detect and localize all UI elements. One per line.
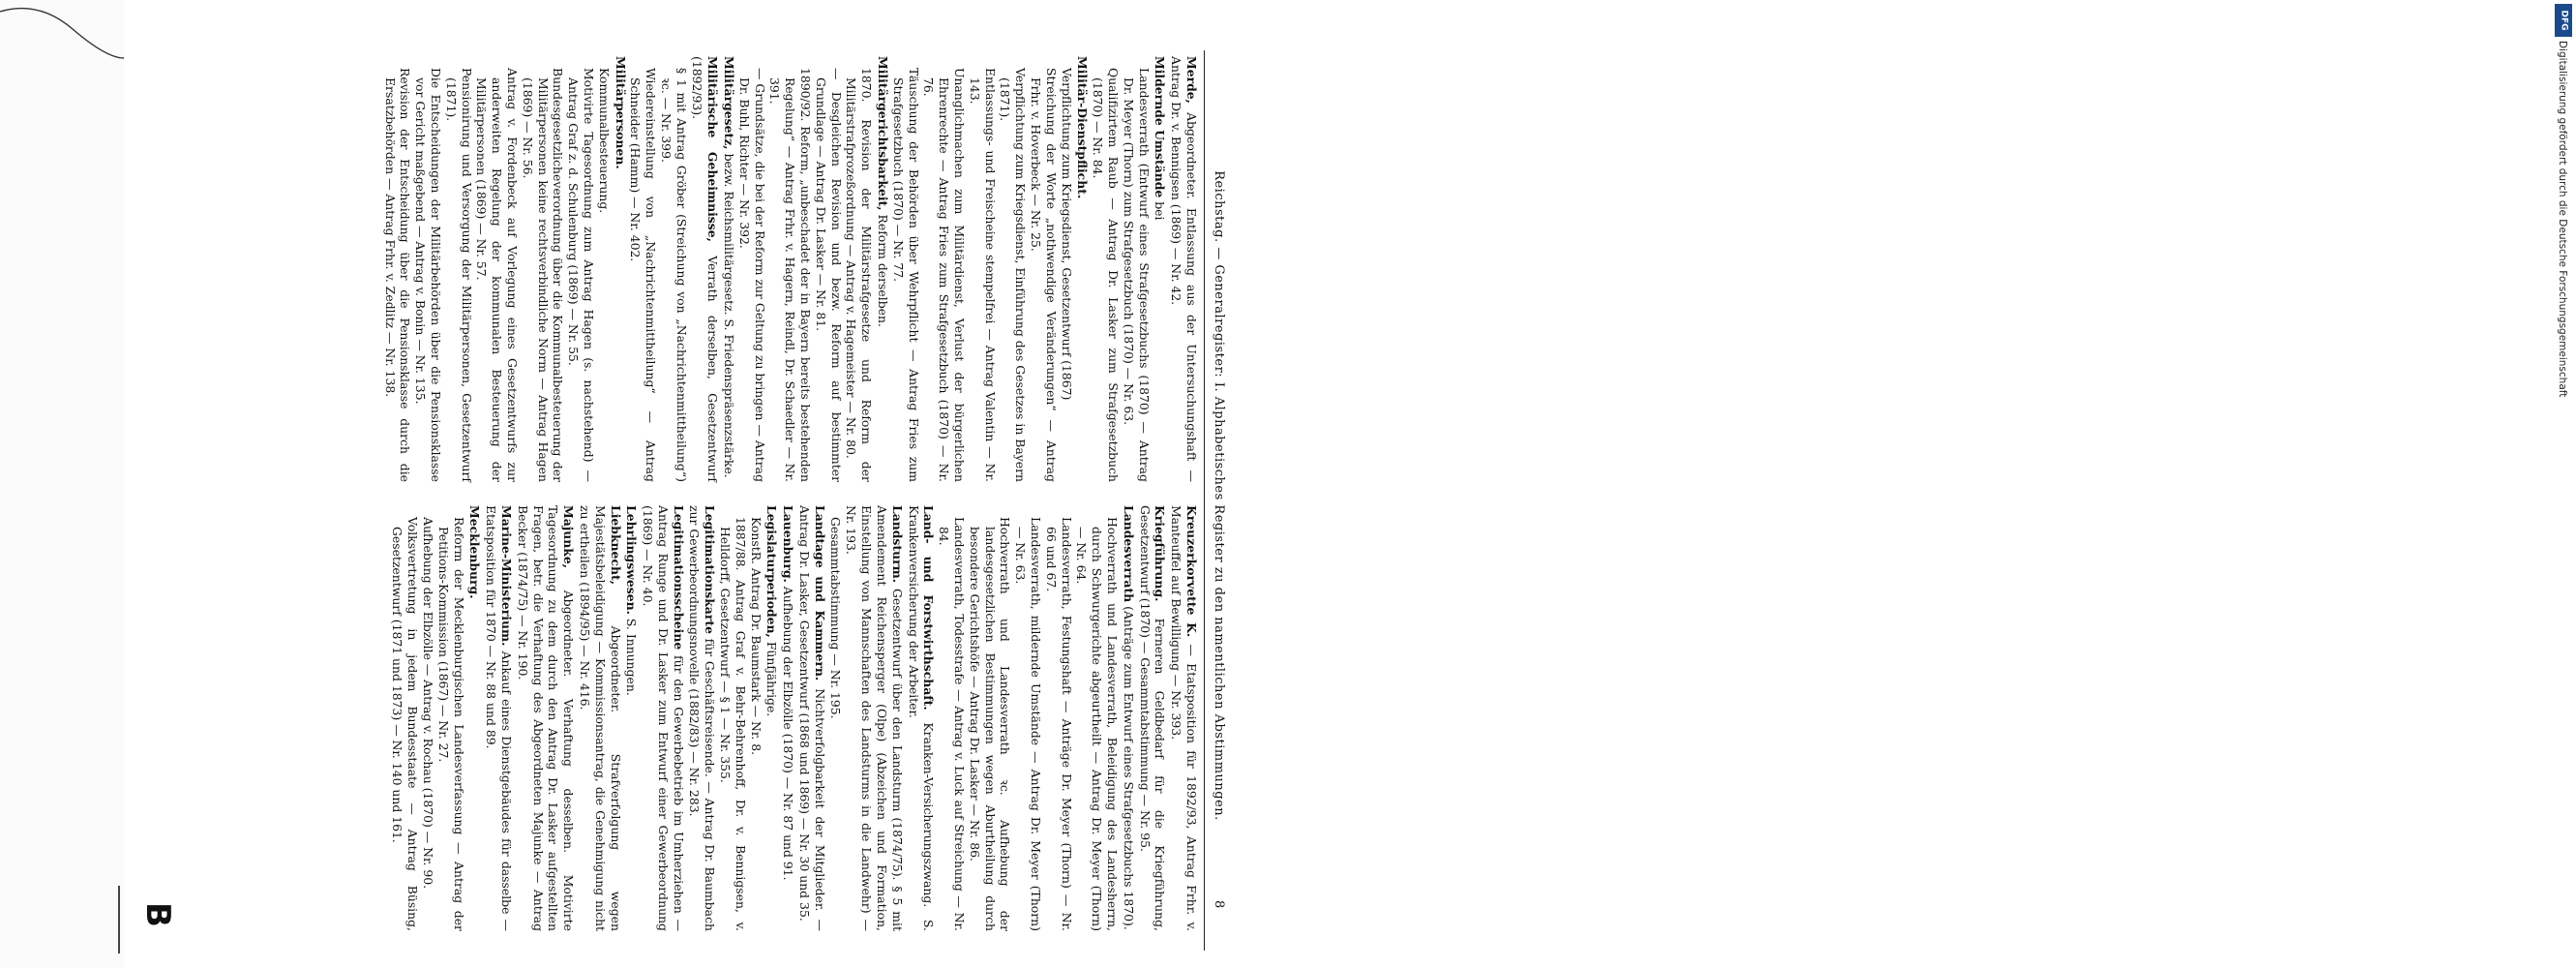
register-subentry [382, 56, 413, 482]
left-column [173, 505, 1199, 931]
register-subentry [936, 505, 967, 931]
rotated-page [140, 50, 1234, 951]
register-subentry [596, 56, 612, 482]
register-entry [764, 505, 780, 931]
subentry-text: Volksvertretung in jedem Bundesstaate — Antrag Büsing, Gesetzentwurf (1871 und 1873) — Nr. 140 und 161. [390, 517, 421, 931]
register-entry [483, 505, 514, 931]
entry-text: Ferneren Geldbedarf für die Kriegführung, Gesetzentwurf (1870) — Gesammtabstimmung — Nr. 95. [1137, 505, 1168, 931]
subentry-text: 1887/88. Antrag Graf v. Behr-Behrenhoff, Dr. v. Bennigsen, v. Helldorff, Gesetzentwurf — § 1 — Nr. 355. [718, 517, 748, 931]
register-subentry [474, 56, 520, 482]
subentry-text: Revision der Entscheidung über die Pensionsklasse durch die Ersatzbehörden — Antrag Frhr. v. Zedlitz — Nr. 138. [382, 68, 413, 482]
page-curl-line [0, 0, 126, 77]
entry-heading: Mildernde Umstände [1153, 56, 1168, 198]
entry-heading: Legitimationsscheine [671, 505, 686, 650]
entry-text: bezw. Reichsmilitärgesetz. S. Friedenspräsenzstärke. [722, 153, 737, 478]
register-subentry [827, 505, 843, 931]
register-subentry [844, 56, 875, 482]
subentry-text: Die Entscheidungen der Militärbehörden über die Pensionsklasse vor Gericht maßgebend — Antrag v. Bonin — Nr. 135. [413, 68, 443, 482]
entry-heading: Kriegführung. [1153, 505, 1168, 602]
subentry-text: Aufhebung der Elbzölle — Antrag v. Rochau (1870) — Nr. 90. [420, 517, 435, 890]
register-entry [1168, 505, 1199, 931]
register-entry [467, 505, 483, 931]
register-entry [721, 56, 736, 482]
register-entry [687, 505, 718, 931]
entry-heading: Kreuzerkorvette K. [1184, 505, 1199, 638]
section-letter: B [138, 902, 177, 927]
page-number: 8 [1212, 900, 1227, 909]
entry-text: Ankauf eines Dienstgebäudes für dasselbe — Etatsposition für 1870 — Nr. 88 und 89. [484, 505, 514, 931]
register-subentry [412, 56, 443, 482]
entry-heading: Marine-Ministerium. [498, 505, 514, 647]
subentry-text: — Grundsätze, die bei der Reform zur Geltung zu bringen — Antrag Dr. Buhl, Richter — Nr. 392. [736, 68, 767, 482]
register-entry [1168, 56, 1199, 482]
register-entry [577, 505, 622, 931]
entry-text: Nichtverfolgbarkeit der Mitglieder. — Antrag Dr. Lasker, Gesetzentwurf (1868 und 1869) — Nr. 30 und 35. [797, 505, 827, 931]
entry-text: S. Innungen. [624, 618, 640, 696]
register-subentry [967, 56, 998, 482]
register-entry [1153, 56, 1168, 482]
entry-text: Abgeordneter. Entlassung aus der Untersuchungshaft — Antrag Dr. v. Bennigsen (1869) — Nr. 42. [1169, 56, 1199, 482]
subentry-text: Entlassungs- und Freischeine stempelfrei — Antrag Valentin — Nr. 143. [967, 68, 998, 482]
entry-heading: Militärpersonen. [613, 56, 628, 169]
subentry-text: Bundesgesetzlicheverordnung über die Kommunalbesteuerung der Militärpersonen keine rechtsverbindliche Norm — Antrag Hagen (1869) — Nr. 56. [520, 68, 566, 482]
entry-heading: Lehrlingswesen. [624, 505, 640, 615]
register-subentry [420, 505, 435, 931]
entry-heading: Landsturm. [889, 505, 905, 584]
entry-heading: Land- und Forstwirthschaft. [921, 505, 937, 711]
subentry-text: Täuschung der Behörden über Wehrpflicht — Antrag Fries zum Strafgesetzbuch (1870) — Nr. 77. [890, 68, 921, 482]
entry-heading: Majunke, [561, 505, 577, 569]
register-entry [515, 505, 576, 931]
register-entry [640, 505, 685, 931]
register-subentry [1028, 56, 1059, 482]
running-head: Reichstag. — Generalregister: I. Alphabetisches Register zu den namentlichen Abstimmungen. [1212, 170, 1227, 821]
register-entry [1121, 505, 1136, 931]
entry-heading: Militärgesetz, [722, 56, 737, 150]
entry-heading: Lauenburg. [781, 505, 796, 583]
register-entry [613, 56, 628, 482]
register-subentry [767, 56, 813, 482]
subentry-text: 1890/92. Reform, „unbeschadet der in Bayern bereits bestehenden Regelung“ — Antrag Frhr. v. Hagern, Reindl, Dr. Schaedler — Nr. 391. [767, 68, 814, 482]
entry-heading: Legislaturperioden, [764, 505, 780, 638]
subentry-text: KonstR. Antrag Dr. Baumstark — Nr. 8. [748, 517, 764, 756]
register-subentry [890, 56, 921, 482]
register-subentry [565, 56, 596, 482]
scan-edge-line [118, 886, 120, 953]
register-subentry [1074, 505, 1120, 931]
entry-heading: Landesverrath [1121, 505, 1136, 603]
entry-text: Fünfjährige. [764, 641, 780, 717]
scan-left-margin [0, 0, 124, 968]
entry-text: — Etatsposition für 1892/93, Antrag Frhr. v. Manteuffel auf Bewilligung — Nr. 393. [1169, 505, 1199, 931]
entry-heading: Legitimationskarte [703, 505, 718, 634]
subentry-text: Qualifizirtem Raub — Antrag Dr. Lasker zum Strafgesetzbuch (1870) — Nr. 84. [1091, 68, 1122, 482]
register-subentry [520, 56, 565, 482]
subentry-text: Antrag v. Fordenbeck auf Vorlegung eines Gesetzentwurfs zur anderweiten Regelung der kommunalen Besteuerung der Militärpersonen (1869) — Nr. 57. [474, 68, 520, 482]
register-subentry [813, 56, 844, 482]
entry-heading: Militärische Geheimnisse, [705, 56, 721, 242]
dfg-watermark-strip [1275, 0, 2569, 968]
entry-heading: Merde, [1184, 56, 1199, 104]
subentry-text: Landesverrath (Entwurf eines Strafgesetzbuchs (1870) — Antrag Dr. Meyer (Thorn) zum Strafgesetzbuch (1870) — Nr. 63. [1121, 68, 1152, 482]
register-subentry [443, 56, 474, 482]
entry-text: Verrath derselben, Gesetzentwurf (1892/93). [690, 56, 721, 482]
register-subentry [921, 56, 967, 482]
register-subentry [1059, 56, 1074, 482]
register-entry [780, 505, 795, 931]
register-subentry [967, 505, 1012, 931]
register-subentry [390, 505, 421, 931]
register-entry [906, 505, 937, 931]
register-subentry [435, 505, 466, 931]
register-entry [1137, 505, 1168, 931]
register-subentry [1090, 56, 1121, 482]
subentry-text: Kommunalbesteuerung. [596, 68, 612, 214]
subentry-text: Verpflichtung zum Kriegsdienst, Einführung des Gesetzes in Bayern (1871). [998, 68, 1029, 482]
subentry-text: Wiedereinstellung von „Nachrichtenmittheilung“ — Antrag Schneider (Hamm) — Nr. 402. [628, 68, 659, 482]
entry-text: bei [1153, 201, 1168, 221]
register-subentry [748, 505, 764, 931]
subentry-text: Hochverrath und Landesverrath, Beleidigung des Landesherrn, durch Schwurgerichte abgeurtheilt — Antrag Dr. Meyer (Thorn) — Nr. 64. [1074, 517, 1121, 931]
register-subentry [1043, 505, 1074, 931]
subentry-text: Reform der Mecklenburgischen Landesverfassung — Antrag der Petitions-Kommission (1867) — Nr. 27. [435, 517, 466, 931]
subentry-text: § 1 mit Antrag Gröber (Streichung von „Nachrichtenmittheilung“) ꝛc. — Nr. 399. [658, 68, 689, 482]
register-entry [690, 56, 721, 482]
subentry-text: Streichung der Worte „nothwendige Veränderungen“ — Antrag Frhr. v. Hoverbeck — Nr. 25. [1029, 68, 1059, 482]
entry-heading: Mecklenburg. [467, 505, 483, 599]
subentry-text: Hochverrath und Landesverrath ꝛc. Aufhebung der landesgesetzlichen Bestimmungen wegen Aburtheilung durch besondere Gerichtshöfe — Antrag Dr. Lasker — Nr. 86. [967, 517, 1013, 931]
entry-text: für den Gewerbebetrieb im Umherziehen — Antrag Runge und Dr. Lasker zum Entwurf einer Gewerbeordnung (1869) — Nr. 40. [641, 505, 686, 931]
register-entry [624, 505, 640, 931]
register-entry [796, 505, 827, 931]
entry-heading: Liebknecht, [608, 505, 623, 586]
page-header [1204, 50, 1234, 951]
subentry-text: Landesverrath, Festungshaft — Anträge Dr. Meyer (Thorn) — Nr. 66 und 67. [1043, 517, 1074, 931]
register-entry [875, 56, 890, 482]
subentry-text: 1870. Revision der Militärstrafgesetze und Reform der Militärstrafprozeßordnung — Antrag v. Hagemeister — Nr. 80. [844, 68, 875, 482]
register-subentry [658, 56, 689, 482]
entry-heading: Militärgerichtsbarkeit, [876, 56, 891, 211]
subentry-text: Unanglichmachen zum Militärdienst, Verlust der bürgerlichen Ehrenrechte — Antrag Fries zum Strafgesetzbuch (1870) — Nr. 76. [921, 68, 968, 482]
entry-text: Aufhebung der Elbzölle (1870) — Nr. 87 und 91. [781, 586, 796, 881]
register-subentry [998, 56, 1029, 482]
register-subentry [1012, 505, 1043, 931]
entry-text: für Geschäftsreisende. — Antrag Dr. Baumbach zur Gewerbeordnungsnovelle (1882/83) — Nr. 283. [687, 505, 718, 931]
subentry-text: — Desgleichen Revision und bezw. Reform auf bestimmter Grundlage — Antrag Dr. Lasker — Nr. 81. [813, 68, 844, 482]
entry-text: Reform derselben. [876, 214, 891, 327]
entry-heading: Landtage und Kammern. [812, 505, 827, 681]
entry-text: Abgeordneter. Verhaftung desselben. Motivirte Tagesordnung zu dem durch den Antrag Dr. Lasker aufgestellten Fragen, betr. die Verhaftung des Abgeordneten Majunke — Antrag Becker (1874/75) — Nr. 190. [515, 505, 577, 931]
dfg-logo: DFG [2555, 4, 2572, 37]
entry-text: Gesetzentwurf über den Landsturm (1874/75). § 5 mit Amendement Reichensperger (Olpe) (Abzeichen und Formation, Einstellung von Mannschaften des Landsturms in die Landwehr) — Nr. 193. [844, 505, 905, 931]
subentry-text: Motivirte Tagesordnung zum Antrag Hagen (s. nachstehend) — Antrag Graf z. d. Schulenburg (1869) — Nr. 55. [566, 68, 596, 482]
subentry-text: Landesverrath, mildernde Umstände — Antrag Dr. Meyer (Thorn) — Nr. 63. [1013, 517, 1044, 931]
register-subentry [628, 56, 659, 482]
register-entry [844, 505, 905, 931]
subentry-text: Landesverrath, Todesstrafe — Antrag v. Luck auf Streichung — Nr. 84. [937, 517, 968, 931]
entry-text: Abgeordneter. Strafverfolgung wegen Majestätsbeleidigung — Kommissionsantrag, die Genehmigung nicht zu ertheilen (1894/95) — Nr. 416. [577, 505, 623, 931]
register-subentry [717, 505, 748, 931]
entry-text: (Anträge zum Entwurf eines Strafgesetzbuchs 1870). [1121, 606, 1136, 930]
register-subentry [736, 56, 767, 482]
entry-text: Kranken-Versicherungszwang. S. Krankenversicherung der Arbeiter. [906, 505, 937, 931]
register-subentry [1121, 56, 1152, 482]
register-entry [1075, 56, 1091, 482]
right-column [173, 56, 1199, 482]
subentry-text: Verpflichtung zum Kriegsdienst, Gesetzentwurf (1867) [1059, 68, 1074, 401]
subentry-text: Pensionirung und Versorgung der Militärpersonen, Gesetzentwurf (1871). [443, 68, 474, 482]
subentry-text: Gesammtabstimmung — Nr. 195. [827, 517, 843, 719]
entry-heading: Militär-Dienstpflicht. [1075, 56, 1091, 199]
dfg-watermark-text: Digitalisierung gefördert durch die Deutsche Forschungsgemeinschaft [2557, 41, 2568, 398]
